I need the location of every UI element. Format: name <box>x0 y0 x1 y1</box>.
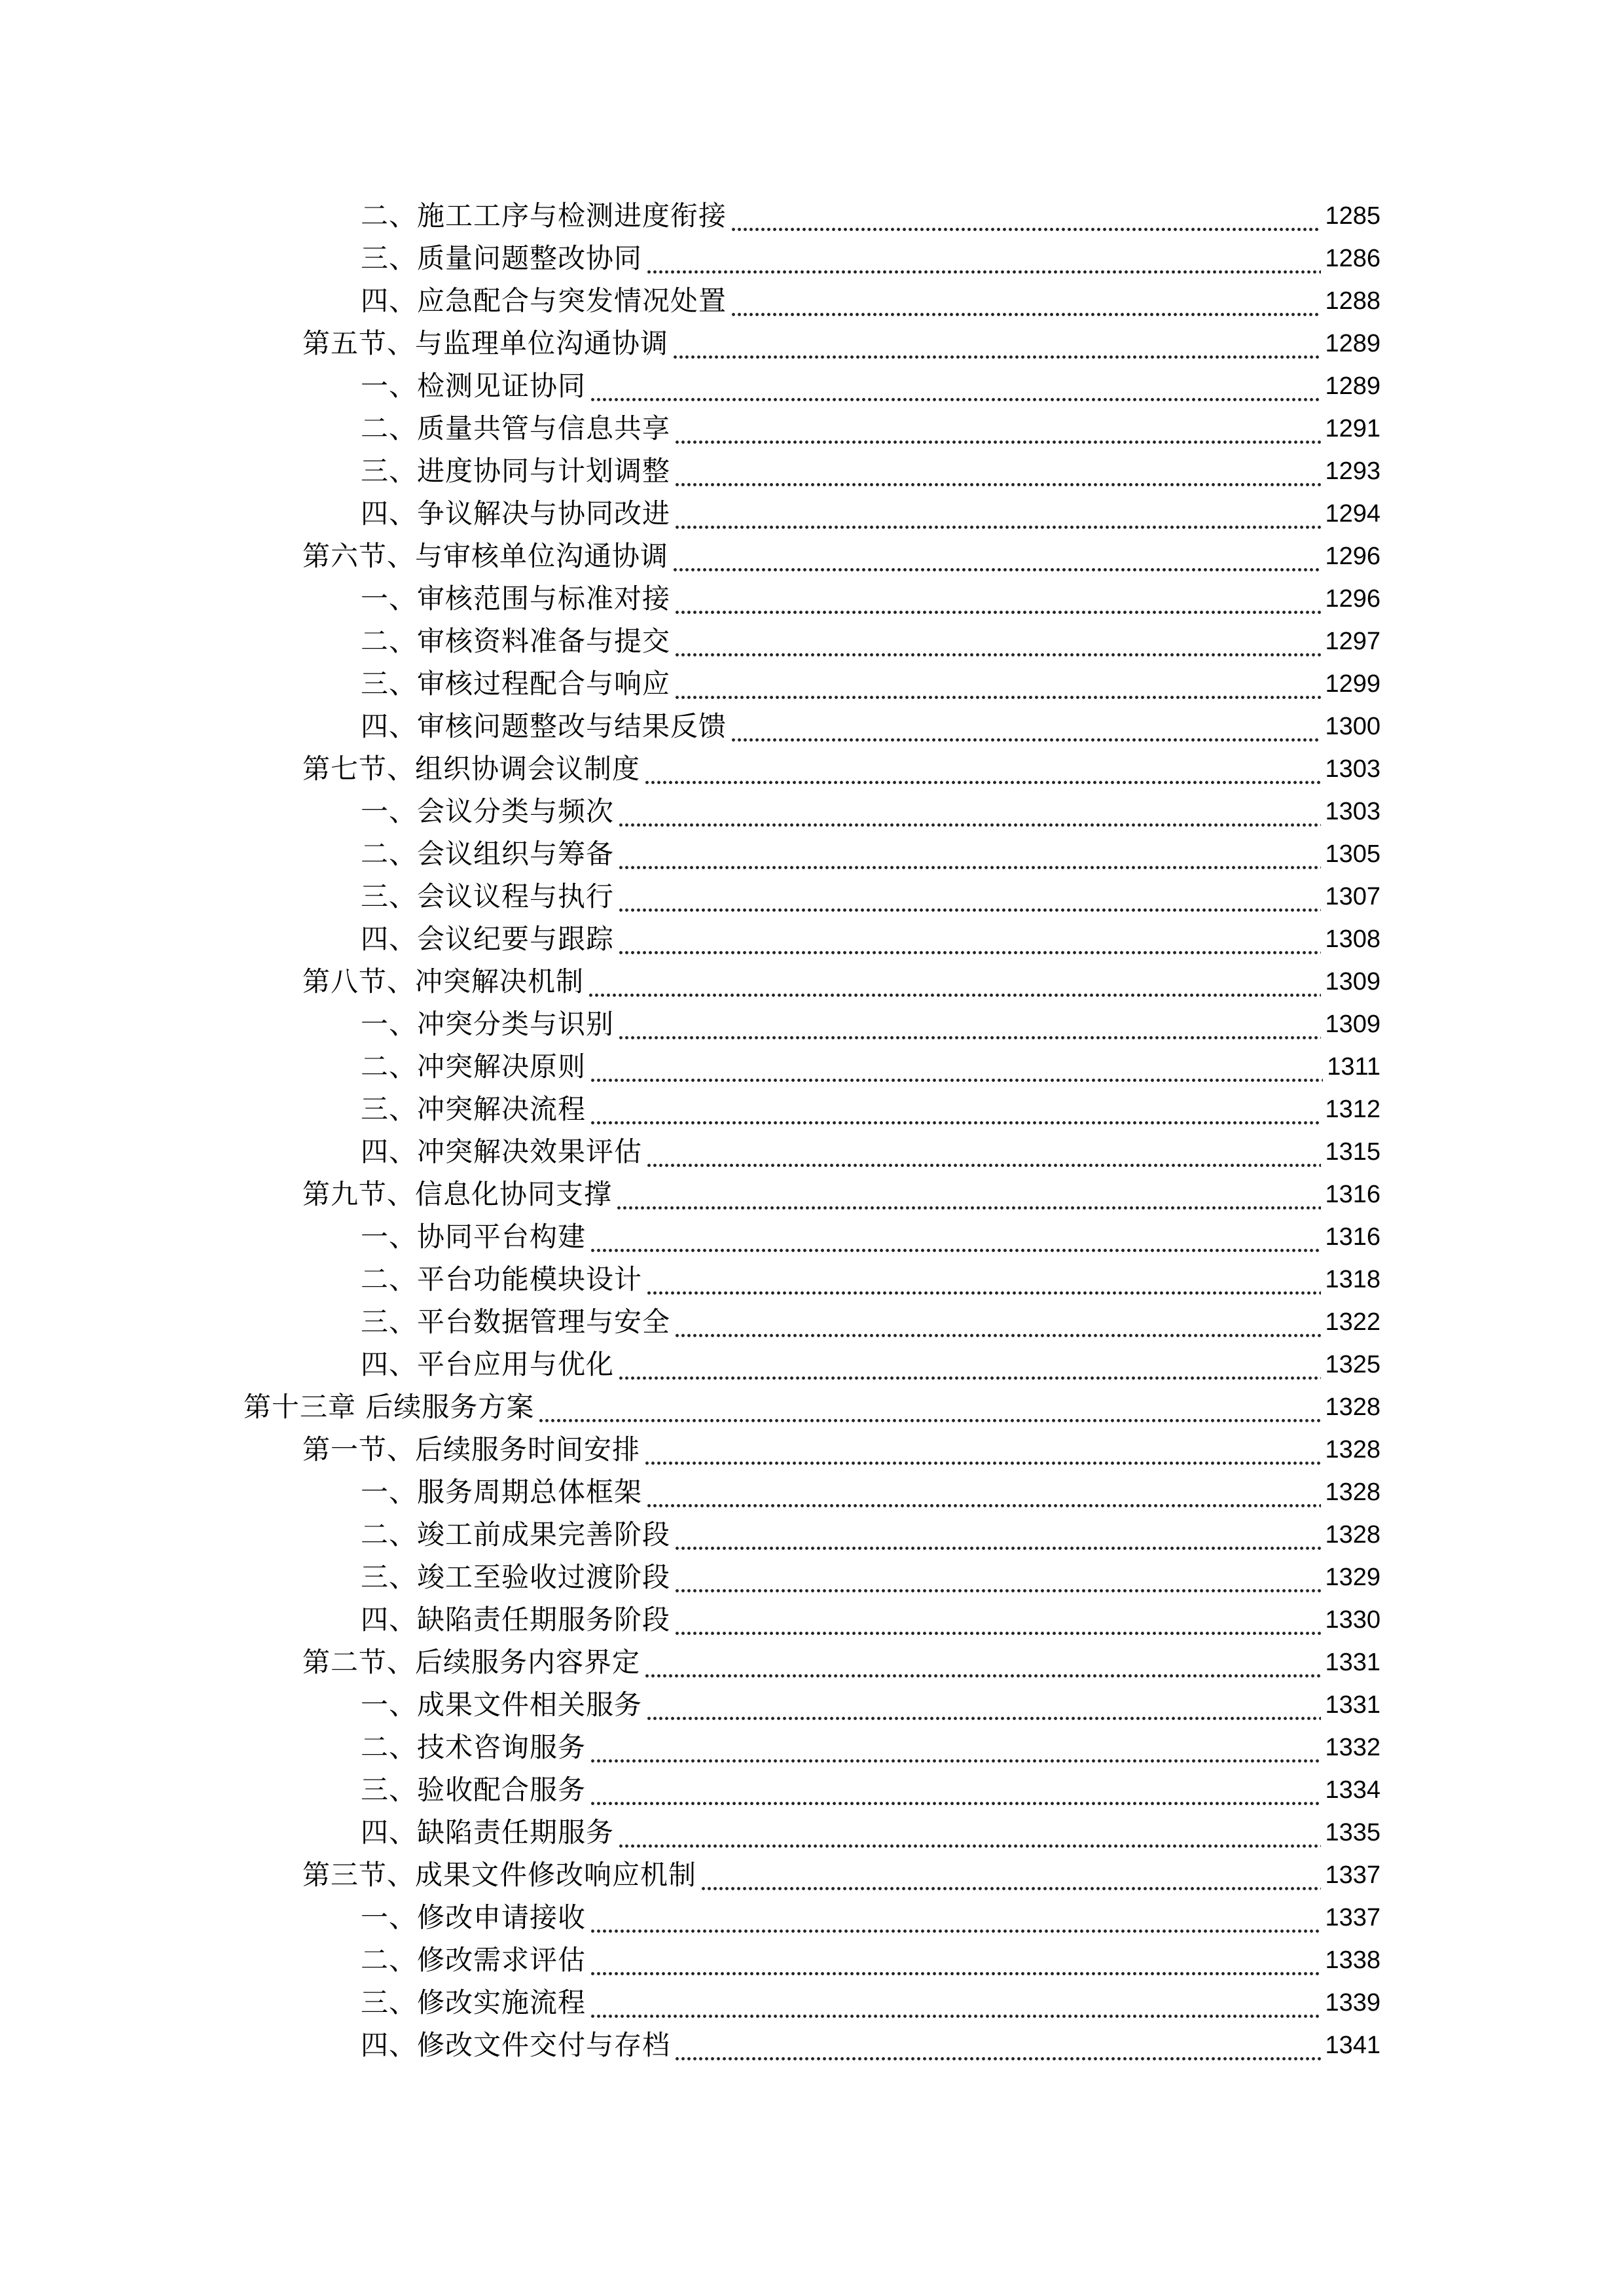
toc-entry-page-number: 1299 <box>1325 670 1380 698</box>
toc-entry-page-number: 1303 <box>1325 798 1380 825</box>
toc-entry-page-number: 1315 <box>1325 1138 1380 1166</box>
toc-entry[interactable] <box>0 281 1624 321</box>
toc-entry[interactable] <box>0 707 1624 746</box>
toc-entry-title: 第五节、与监理单位沟通协调 <box>302 327 669 359</box>
toc-entry[interactable] <box>0 622 1624 661</box>
toc-entry-title: 一、成果文件相关服务 <box>361 1689 643 1721</box>
toc-entry-title: 四、争议解决与协同改进 <box>361 497 671 529</box>
toc-entry[interactable] <box>0 2026 1624 2065</box>
toc-entry-title: 三、验收配合服务 <box>361 1774 586 1806</box>
toc-entry-page-number: 1296 <box>1325 543 1380 570</box>
toc-entry-page-number: 1294 <box>1325 500 1380 528</box>
toc-entry[interactable] <box>0 452 1624 491</box>
toc-dot-leader <box>674 1515 1321 1554</box>
toc-entry-page-number: 1307 <box>1325 883 1380 910</box>
toc-dot-leader <box>700 1856 1321 1895</box>
toc-entry-page-number: 1328 <box>1325 1393 1380 1421</box>
toc-entry-page-number: 1322 <box>1325 1308 1380 1336</box>
toc-dot-leader <box>674 494 1321 533</box>
toc-entry-title: 一、冲突分类与识别 <box>361 1008 615 1040</box>
toc-entry-title: 第十三章 后续服务方案 <box>244 1391 535 1423</box>
toc-entry-title: 一、服务周期总体框架 <box>361 1476 643 1508</box>
toc-dot-leader <box>618 1813 1321 1852</box>
toc-entry-page-number: 1309 <box>1325 1011 1380 1038</box>
toc-entry[interactable] <box>0 537 1624 576</box>
toc-dot-leader <box>590 1047 1323 1086</box>
toc-dot-leader <box>618 1005 1321 1044</box>
toc-entry-title: 二、竣工前成果完善阶段 <box>361 1518 671 1551</box>
toc-entry[interactable] <box>0 1558 1624 1597</box>
toc-entry[interactable] <box>0 1770 1624 1810</box>
toc-dot-leader <box>590 1770 1321 1810</box>
toc-entry-title: 四、修改文件交付与存档 <box>361 2029 671 2061</box>
toc-entry-page-number: 1339 <box>1325 1989 1380 2017</box>
toc-dot-leader <box>731 196 1321 236</box>
toc-entry-title: 一、协同平台构建 <box>361 1221 586 1253</box>
toc-entry[interactable] <box>0 1941 1624 1980</box>
toc-dot-leader <box>644 1430 1321 1469</box>
toc-entry-page-number: 1338 <box>1325 1946 1380 1974</box>
toc-entry[interactable] <box>0 1047 1624 1086</box>
toc-entry-title: 一、检测见证协同 <box>361 370 586 402</box>
toc-entry-page-number: 1312 <box>1325 1096 1380 1123</box>
toc-dot-leader <box>618 877 1321 916</box>
toc-dot-leader <box>646 239 1321 278</box>
toc-entry[interactable] <box>0 324 1624 363</box>
toc-dot-leader <box>590 1217 1321 1257</box>
toc-entry-title: 二、会议组织与筹备 <box>361 838 615 870</box>
toc-entry[interactable] <box>0 579 1624 619</box>
toc-dot-leader <box>672 537 1321 576</box>
toc-dot-leader <box>674 664 1321 704</box>
toc-entry-title: 第九节、信息化协同支撑 <box>302 1178 613 1210</box>
toc-entry[interactable] <box>0 1345 1624 1384</box>
toc-dot-leader <box>731 281 1321 321</box>
toc-dot-leader <box>646 1260 1321 1299</box>
toc-dot-leader <box>672 324 1321 363</box>
toc-entry[interactable] <box>0 1175 1624 1214</box>
toc-entry-title: 二、审核资料准备与提交 <box>361 625 671 657</box>
toc-entry-title: 四、会议纪要与跟踪 <box>361 923 615 955</box>
toc-dot-leader <box>590 1090 1321 1129</box>
toc-dot-leader <box>590 1898 1321 1937</box>
toc-entry[interactable] <box>0 1643 1624 1682</box>
toc-entry[interactable] <box>0 239 1624 278</box>
toc-entry-page-number: 1337 <box>1325 1904 1380 1931</box>
toc-dot-leader <box>731 707 1321 746</box>
toc-entry-title: 三、质量问题整改协同 <box>361 242 643 274</box>
toc-entry-title: 第七节、组织协调会议制度 <box>302 753 641 785</box>
toc-entry-title: 三、审核过程配合与响应 <box>361 668 671 700</box>
toc-entry-title: 四、平台应用与优化 <box>361 1348 615 1380</box>
toc-entry-page-number: 1341 <box>1325 2032 1380 2059</box>
toc-dot-leader <box>618 1345 1321 1384</box>
toc-entry-page-number: 1300 <box>1325 713 1380 740</box>
toc-entry[interactable] <box>0 1600 1624 1640</box>
toc-entry[interactable] <box>0 367 1624 406</box>
toc-entry-title: 二、修改需求评估 <box>361 1944 586 1976</box>
toc-entry[interactable] <box>0 409 1624 448</box>
toc-entry-page-number: 1289 <box>1325 330 1380 357</box>
toc-entry[interactable] <box>0 494 1624 533</box>
toc-entry-title: 第八节、冲突解决机制 <box>302 965 585 997</box>
toc-entry-title: 一、审核范围与标准对接 <box>361 583 671 615</box>
toc-entry-title: 三、竣工至验收过渡阶段 <box>361 1561 671 1593</box>
toc-entry-page-number: 1337 <box>1325 1861 1380 1889</box>
toc-dot-leader <box>538 1388 1321 1427</box>
toc-entry-title: 第一节、后续服务时间安排 <box>302 1433 641 1465</box>
toc-entry-title: 三、平台数据管理与安全 <box>361 1306 671 1338</box>
toc-entry[interactable] <box>0 1685 1624 1725</box>
toc-entry[interactable] <box>0 877 1624 916</box>
toc-entry-title: 第六节、与审核单位沟通协调 <box>302 540 669 572</box>
toc-entry-page-number: 1297 <box>1325 628 1380 655</box>
toc-entry[interactable] <box>0 664 1624 704</box>
toc-entry-page-number: 1329 <box>1325 1564 1380 1591</box>
toc-entry-page-number: 1285 <box>1325 202 1380 230</box>
toc-entry[interactable] <box>0 962 1624 1001</box>
toc-entry-page-number: 1293 <box>1325 457 1380 485</box>
toc-entry[interactable] <box>0 1302 1624 1342</box>
toc-entry[interactable] <box>0 1856 1624 1895</box>
toc-entry-page-number: 1318 <box>1325 1266 1380 1293</box>
toc-dot-leader <box>618 834 1321 874</box>
toc-entry[interactable] <box>0 792 1624 831</box>
toc-dot-leader <box>590 1728 1321 1767</box>
toc-dot-leader <box>590 1983 1321 2022</box>
toc-entry-title: 四、冲突解决效果评估 <box>361 1136 643 1168</box>
toc-entry-title: 一、会议分类与频次 <box>361 795 615 827</box>
toc-entry-page-number: 1328 <box>1325 1436 1380 1463</box>
toc-entry[interactable] <box>0 1260 1624 1299</box>
toc-entry[interactable] <box>0 1217 1624 1257</box>
toc-entry[interactable] <box>0 920 1624 959</box>
toc-entry-page-number: 1311 <box>1327 1053 1380 1081</box>
toc-dot-leader <box>674 1302 1321 1342</box>
toc-entry-title: 第三节、成果文件修改响应机制 <box>302 1859 697 1891</box>
toc-entry-title: 二、施工工序与检测进度衔接 <box>361 200 727 232</box>
toc-entry-title: 二、技术咨询服务 <box>361 1731 586 1763</box>
toc-entry-title: 二、平台功能模块设计 <box>361 1263 643 1295</box>
toc-entry-title: 三、进度协同与计划调整 <box>361 455 671 487</box>
toc-dot-leader <box>674 1558 1321 1597</box>
toc-entry-title: 二、质量共管与信息共享 <box>361 412 671 444</box>
toc-entry-page-number: 1289 <box>1325 372 1380 400</box>
toc-dot-leader <box>674 2026 1321 2065</box>
toc-entry-page-number: 1303 <box>1325 755 1380 783</box>
toc-dot-leader <box>674 622 1321 661</box>
toc-dot-leader <box>646 1132 1321 1172</box>
toc-entry[interactable] <box>0 1388 1624 1427</box>
toc-dot-leader <box>644 1643 1321 1682</box>
toc-entry-title: 四、应急配合与突发情况处置 <box>361 285 727 317</box>
toc-entry-page-number: 1330 <box>1325 1606 1380 1634</box>
toc-entry[interactable] <box>0 1473 1624 1512</box>
toc-entry-page-number: 1328 <box>1325 1479 1380 1506</box>
toc-dot-leader <box>674 1600 1321 1640</box>
toc-dot-leader <box>590 1941 1321 1980</box>
toc-entry-page-number: 1296 <box>1325 585 1380 613</box>
toc-entry-page-number: 1332 <box>1325 1734 1380 1761</box>
toc-dot-leader <box>674 452 1321 491</box>
toc-entry-page-number: 1316 <box>1325 1181 1380 1208</box>
toc-entry-page-number: 1316 <box>1325 1223 1380 1251</box>
toc-entry[interactable] <box>0 1813 1624 1852</box>
toc-entry-page-number: 1309 <box>1325 968 1380 996</box>
toc-entry[interactable] <box>0 1515 1624 1554</box>
toc-dot-leader <box>590 367 1321 406</box>
toc-entry-title: 三、修改实施流程 <box>361 1986 586 2018</box>
toc-dot-leader <box>616 1175 1321 1214</box>
toc-entry-page-number: 1331 <box>1325 1691 1380 1719</box>
toc-entry-page-number: 1288 <box>1325 287 1380 315</box>
toc-entry-page-number: 1325 <box>1325 1351 1380 1378</box>
toc-dot-leader <box>646 1685 1321 1725</box>
toc-entry-page-number: 1334 <box>1325 1776 1380 1804</box>
toc-entry-page-number: 1308 <box>1325 925 1380 953</box>
toc-dot-leader <box>588 962 1321 1001</box>
toc-entry-title: 四、缺陷责任期服务阶段 <box>361 1604 671 1636</box>
toc-entry[interactable] <box>0 1005 1624 1044</box>
toc-entry-title: 四、缺陷责任期服务 <box>361 1816 615 1848</box>
toc-entry-page-number: 1305 <box>1325 840 1380 868</box>
toc-entry[interactable] <box>0 834 1624 874</box>
toc-entry[interactable] <box>0 1728 1624 1767</box>
toc-entry[interactable] <box>0 1430 1624 1469</box>
toc-entry-page-number: 1331 <box>1325 1649 1380 1676</box>
toc-dot-leader <box>674 409 1321 448</box>
toc-entry-title: 第二节、后续服务内容界定 <box>302 1646 641 1678</box>
toc-entry-page-number: 1328 <box>1325 1521 1380 1549</box>
toc-dot-leader <box>618 792 1321 831</box>
toc-entry-page-number: 1335 <box>1325 1819 1380 1846</box>
toc-entry[interactable] <box>0 1898 1624 1937</box>
toc-entry[interactable] <box>0 749 1624 789</box>
toc-entry[interactable] <box>0 1090 1624 1129</box>
toc-entry[interactable] <box>0 1983 1624 2022</box>
toc-dot-leader <box>644 749 1321 789</box>
toc-entry[interactable] <box>0 196 1624 236</box>
toc-entry[interactable] <box>0 1132 1624 1172</box>
toc-entry-title: 一、修改申请接收 <box>361 1901 586 1933</box>
toc-entry-title: 四、审核问题整改与结果反馈 <box>361 710 727 742</box>
toc-dot-leader <box>674 579 1321 619</box>
toc-entry-page-number: 1286 <box>1325 245 1380 272</box>
toc-entry-title: 二、冲突解决原则 <box>361 1050 586 1083</box>
toc-entry-title: 三、会议议程与执行 <box>361 880 615 912</box>
toc-entry-title: 三、冲突解决流程 <box>361 1093 586 1125</box>
toc-dot-leader <box>618 920 1321 959</box>
toc-entry-page-number: 1291 <box>1325 415 1380 442</box>
toc-dot-leader <box>646 1473 1321 1512</box>
